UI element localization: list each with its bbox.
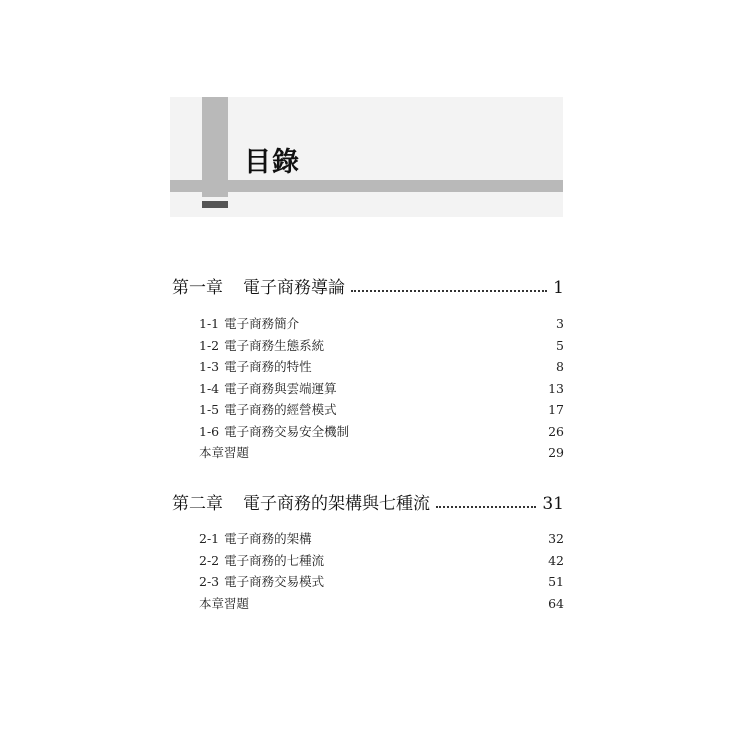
section-page: 51 <box>548 573 564 589</box>
toc-entry[interactable] <box>199 379 564 397</box>
chapter-heading-2[interactable] <box>172 490 564 514</box>
chapter-number: 第二章 <box>172 494 223 514</box>
section-number: 1-2 <box>199 337 220 353</box>
toc-entry[interactable] <box>199 336 564 354</box>
chapter-heading-1[interactable] <box>172 274 564 298</box>
section-page: 42 <box>548 552 564 568</box>
toc-entry[interactable] <box>199 572 564 590</box>
toc-entry[interactable] <box>199 314 564 332</box>
header-horizontal-bar <box>170 180 563 192</box>
chapter-title: 電子商務的架構與七種流 <box>243 494 430 514</box>
toc-entry[interactable] <box>199 422 564 440</box>
section-page: 29 <box>548 444 564 460</box>
toc-entry[interactable] <box>199 400 564 418</box>
section-page: 13 <box>548 380 564 396</box>
header-vertical-bar-accent <box>202 201 228 208</box>
section-label: 電子商務簡介 <box>224 316 300 331</box>
section-label: 本章習題 <box>199 596 250 611</box>
toc-entry[interactable] <box>199 529 564 547</box>
section-label: 電子商務生態系統 <box>224 338 325 353</box>
section-page: 17 <box>548 401 564 417</box>
chapter-page: 31 <box>542 494 564 514</box>
section-label: 電子商務的特性 <box>224 359 312 374</box>
section-number: 1-5 <box>199 401 220 417</box>
toc-entry[interactable] <box>199 357 564 375</box>
toc-entry[interactable] <box>199 551 564 569</box>
dot-leader <box>436 506 536 508</box>
section-label: 電子商務交易安全機制 <box>224 424 350 439</box>
section-number: 2-2 <box>199 552 220 568</box>
dot-leader <box>351 290 547 292</box>
section-label: 電子商務的架構 <box>224 531 312 546</box>
section-number: 1-4 <box>199 380 220 396</box>
section-label: 電子商務交易模式 <box>224 574 325 589</box>
section-label: 電子商務的經營模式 <box>224 402 337 417</box>
section-label: 本章習題 <box>199 445 250 460</box>
section-page: 32 <box>548 530 564 546</box>
chapter-title: 電子商務導論 <box>243 278 345 298</box>
chapter-number: 第一章 <box>172 278 223 298</box>
section-number: 2-1 <box>199 530 220 546</box>
section-label: 電子商務的七種流 <box>224 553 325 568</box>
section-page: 3 <box>556 315 564 331</box>
section-page: 8 <box>556 358 564 374</box>
chapter-page: 1 <box>553 278 564 298</box>
section-number: 1-6 <box>199 423 220 439</box>
toc-entry[interactable] <box>199 594 564 612</box>
section-page: 5 <box>556 337 564 353</box>
section-number: 2-3 <box>199 573 220 589</box>
section-number: 1-1 <box>199 315 220 331</box>
section-page: 26 <box>548 423 564 439</box>
section-page: 64 <box>548 595 564 611</box>
section-number: 1-3 <box>199 358 220 374</box>
toc-title: 目錄 <box>244 147 300 178</box>
header-panel <box>170 97 563 217</box>
toc-entry[interactable] <box>199 443 564 461</box>
section-label: 電子商務與雲端運算 <box>224 381 337 396</box>
